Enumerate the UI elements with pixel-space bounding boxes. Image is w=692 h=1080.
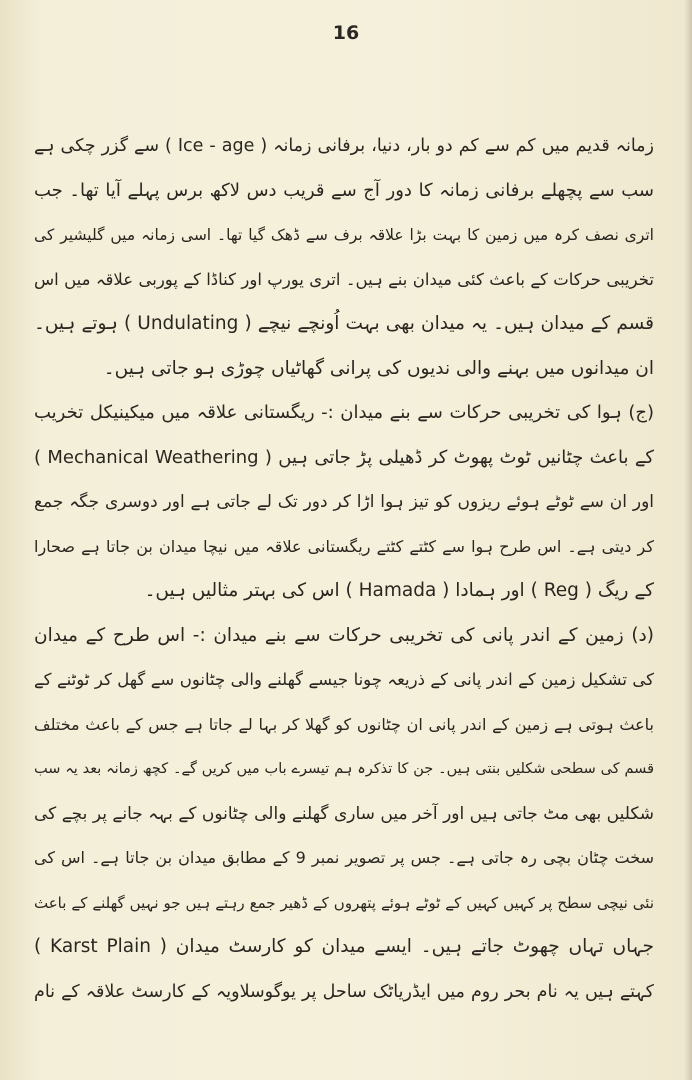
text-line: ان میدانوں میں بہنے والی ندیوں کی پرانی گھاٹیاں چوڑی ہو جاتی ہیں۔ bbox=[103, 357, 654, 379]
text-line: جہاں تہاں چھوٹ جاتے ہیں۔ ایسے میدان کو کارسٹ میدان ( Karst Plain ) bbox=[34, 936, 654, 957]
text-line: باعث ہوتی ہے زمین کے اندر پانی ان چٹانوں کو گھلا کر بہا لے جاتا ہے جس کے باعث مختلف bbox=[34, 714, 654, 734]
text-line: قسم کی سطحی شکلیں بنتی ہیں۔ جن کا تذکرہ ہم تیسرے باب میں کریں گے۔ کچھ زمانہ بعد یہ سب bbox=[34, 761, 654, 777]
text-line: شکلیں بھی مٹ جاتی ہیں اور آخر میں ساری گھلنے والی چٹانوں کے بہہ جانے پر بچے کی bbox=[34, 803, 654, 824]
text-line: قسم کے میدان ہیں۔ یہ میدان بھی بہت اُونچے نیچے ( Undulating ) ہوتے ہیں۔ bbox=[34, 313, 654, 334]
text-line: (د) زمین کے اندر پانی کی تخریبی حرکات سے بنے میدان :- اس طرح کے میدان bbox=[34, 624, 654, 646]
text-line: کے ریگ ( Reg ) اور ہمادا ( Hamada ) اس کی بہتر مثالیں ہیں۔ bbox=[144, 580, 654, 601]
text-line: نئی نیچی سطح پر کہیں کہیں کے ٹوٹے ہوئے پتھروں کے ڈھیر جمع رہتے ہیں جو نہیں گھلنے کے باعث bbox=[34, 893, 654, 912]
text-line: سب سے پچھلے برفانی زمانہ کا دور آج سے قریب دس لاکھ برس پہلے آیا تھا۔ جب bbox=[34, 179, 654, 201]
body-text bbox=[34, 124, 654, 1014]
text-line: اور ان سے ٹوٹے ہوئے ریزوں کو تیز ہوا اڑا کر دور تک لے جاتی ہے اور دوسری جگہ جمع bbox=[34, 492, 654, 512]
text-line: کہتے ہیں یہ نام بحر روم میں ایڈریاٹک ساحل پر یوگوسلاویہ کے کارسٹ علاقہ کے نام bbox=[34, 981, 654, 1002]
text-line: اتری نصف کرہ میں زمین کا بہت بڑا علاقہ برف سے ڈھک گیا تھا۔ اسی زمانہ میں گلیشیر کی bbox=[34, 226, 654, 244]
text-line: تخریبی حرکات کے باعث کئی میدان بنے ہیں۔ اتری یورپ اور کناڈا کے پوربی علاقہ میں اس bbox=[34, 269, 654, 289]
page-edge-shadow bbox=[684, 0, 692, 1080]
text-line: کر دیتی ہے۔ اس طرح ہوا سے کٹتے کٹتے ریگستانی علاقہ میں نیچا میدان بن جاتا ہے صحارا bbox=[34, 536, 654, 556]
text-line: (ج) ہوا کی تخریبی حرکات سے بنے میدان :- ریگستانی علاقہ میں میکینیکل تخریب bbox=[34, 402, 654, 423]
text-line: زمانہ قدیم میں کم سے کم دو بار، دنیا، برفانی زمانہ ( Ice - age ) سے گزر چکی ہے bbox=[34, 136, 654, 156]
text-line: کی تشکیل زمین کے اندر پانی کے ذریعہ چونا جیسے گھلنے والی چٹانوں سے گھل کر ٹوٹنے کے bbox=[34, 670, 654, 689]
page-number: 16 bbox=[332, 22, 360, 44]
text-line: ( Mechanical Weathering ) کے باعث چٹانیں ٹوٹ پھوٹ کر ڈھیلی پڑ جاتی ہیں bbox=[34, 446, 654, 468]
text-line: سخت چٹان بچی رہ جاتی ہے۔ جس پر تصویر نمبر 9 کے مطابق میدان بن جاتا ہے۔ اس کی bbox=[34, 848, 654, 867]
